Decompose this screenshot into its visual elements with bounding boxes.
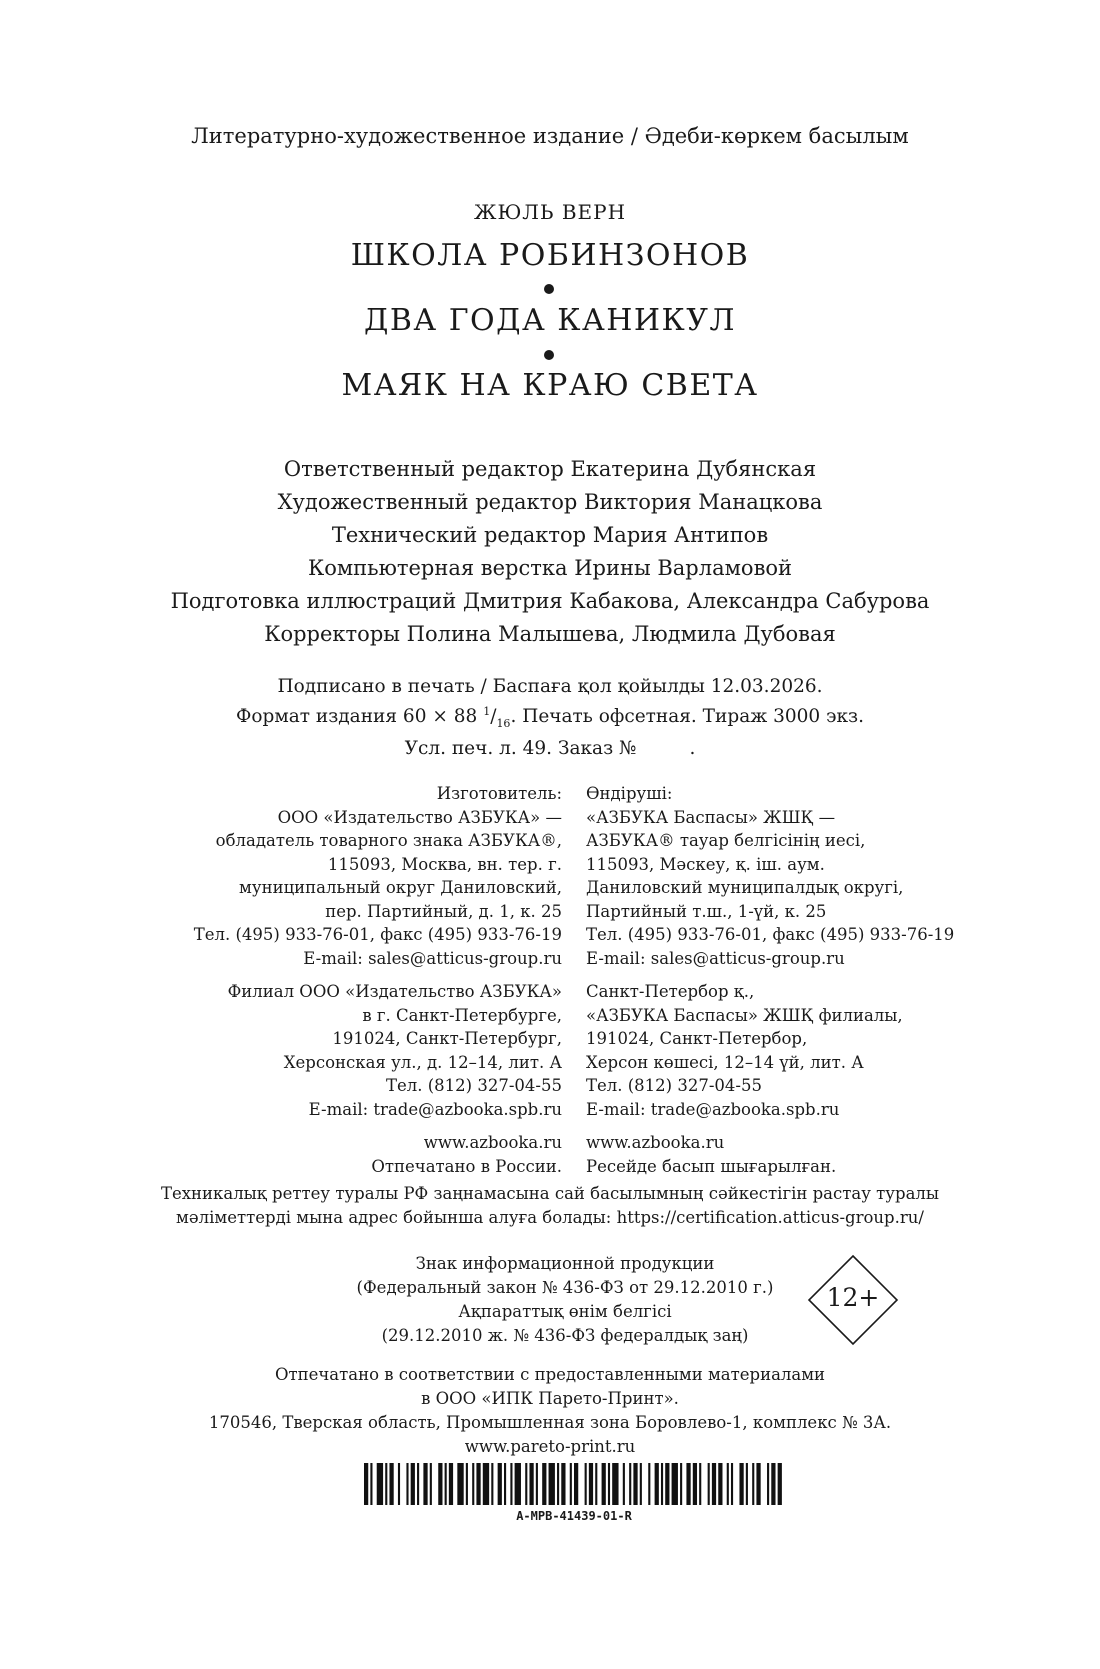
text-line: Тел. (812) 327-04-55 bbox=[586, 1076, 762, 1095]
text-line: E-mail: trade@azbooka.spb.ru bbox=[308, 1099, 562, 1119]
manufacturer-ru-block3 bbox=[130, 1131, 562, 1178]
text-line: Техникалық реттеу туралы РФ заңнамасына сай басылымның сәйкестігін растау туралы bbox=[160, 1184, 940, 1203]
printer-info bbox=[0, 1363, 1100, 1459]
editorial-credits bbox=[0, 453, 1100, 651]
text-line: мәліметтерді мына адрес бойынша алуға болады: https://certification.atticus-group.ru/ bbox=[176, 1208, 924, 1227]
signed-to-print: Подписано в печать / Баспаға қол қойылды 12.03.2026. bbox=[277, 676, 823, 697]
text-line: 191024, Санкт-Петербург, bbox=[332, 1029, 562, 1048]
text-line: 170546, Тверская область, Промышленная зона Боровлево-1, комплекс № 3А. bbox=[208, 1413, 892, 1432]
text-line: (Федеральный закон № 436-ФЗ от 29.12.2010 г.) bbox=[356, 1278, 774, 1297]
barcode-code: A-MPB-41439-01-R bbox=[516, 1509, 632, 1523]
text-line: Тел. (812) 327-04-55 bbox=[386, 1076, 562, 1095]
print-details bbox=[0, 674, 1100, 761]
book-title-1: ШКОЛА РОБИНЗОНОВ bbox=[350, 238, 750, 273]
text-line: Партийный т.ш., 1-үй, к. 25 bbox=[586, 901, 827, 921]
text-line: Ресейде басып шығарылған. bbox=[586, 1156, 837, 1176]
book-title-2: ДВА ГОДА КАНИКУЛ bbox=[364, 303, 736, 338]
text-line: (29.12.2010 ж. № 436-ФЗ федералдық заң) bbox=[381, 1326, 749, 1345]
author-name: ЖЮЛЬ ВЕРН bbox=[473, 200, 627, 224]
manufacturer-ru bbox=[130, 782, 562, 1178]
text-line: Филиал ООО «Издательство АЗБУКА» bbox=[227, 982, 562, 1001]
text-line: «АЗБУКА Баспасы» ЖШҚ филиалы, bbox=[586, 1005, 903, 1025]
text-line: в г. Санкт-Петербурге, bbox=[362, 1005, 562, 1025]
manufacturer-kz-block3 bbox=[586, 1131, 1006, 1178]
title-separator-dot bbox=[544, 350, 554, 360]
website-link[interactable]: www.pareto-print.ru bbox=[464, 1437, 636, 1456]
text-line: муниципальный округ Даниловский, bbox=[239, 878, 562, 897]
barcode-icon bbox=[364, 1463, 784, 1505]
manufacturer-ru-block1 bbox=[130, 782, 562, 970]
credit-line: Художественный редактор Виктория Манацкова bbox=[277, 490, 823, 514]
text-line: Отпечатано в соответствии с предоставленными материалами bbox=[274, 1365, 826, 1384]
format-line: Формат издания 60 × 88 $^1/_{16}$. Печать офсетная. Тираж 3000 экз. bbox=[236, 705, 864, 730]
text-line: Херсонская ул., д. 12–14, лит. А bbox=[283, 1052, 562, 1072]
text-line: 191024, Санкт-Петербор, bbox=[586, 1029, 808, 1048]
manufacturer-ru-block2 bbox=[130, 980, 562, 1121]
credit-line: Подготовка иллюстраций Дмитрия Кабакова, Александра Сабурова bbox=[170, 589, 930, 613]
text-line: Изготовитель: bbox=[436, 784, 562, 803]
text-line: 115093, Мәскеу, қ. іш. аум. bbox=[586, 854, 825, 874]
text-line: пер. Партийный, д. 1, к. 25 bbox=[325, 901, 562, 921]
manufacturer-kz-block2 bbox=[586, 980, 1006, 1121]
order-line: Усл. печ. л. 49. Заказ № . bbox=[404, 737, 696, 759]
credit-line: Технический редактор Мария Антипов bbox=[331, 523, 769, 547]
tech-regulation-note bbox=[0, 1182, 1100, 1230]
text-line: обладатель товарного знака АЗБУКА®, bbox=[215, 831, 562, 850]
text-line: ООО «Издательство АЗБУКА» — bbox=[277, 807, 562, 827]
text-line: E-mail: trade@azbooka.spb.ru bbox=[586, 1099, 840, 1119]
title-separator-dot bbox=[544, 284, 554, 294]
text-line: Санкт-Петербор қ., bbox=[586, 982, 755, 1001]
text-line: Херсон көшесі, 12–14 үй, лит. А bbox=[586, 1052, 864, 1072]
text-line: в ООО «ИПК Парето-Принт». bbox=[421, 1389, 679, 1408]
text-line: Өндіруші: bbox=[586, 784, 673, 803]
text-line: E-mail: sales@atticus-group.ru bbox=[303, 948, 562, 968]
age-rating-badge: 12+ bbox=[826, 1283, 880, 1312]
text-line: Тел. (495) 933-76-01, факс (495) 933-76-19 bbox=[586, 925, 955, 944]
text-line: АЗБУКА® тауар белгісінің иесі, bbox=[586, 831, 866, 850]
text-line: Тел. (495) 933-76-01, факс (495) 933-76-19 bbox=[193, 925, 562, 944]
website-link[interactable]: www.azbooka.ru bbox=[423, 1133, 562, 1152]
text-line: Даниловский муниципалдық округі, bbox=[586, 878, 904, 897]
text-line: 115093, Москва, вн. тер. г. bbox=[327, 854, 562, 874]
text-line: Отпечатано в России. bbox=[371, 1156, 562, 1176]
manufacturer-kz bbox=[586, 782, 1006, 1178]
age-rating-text bbox=[330, 1252, 800, 1348]
credit-line: Корректоры Полина Малышева, Людмила Дубовая bbox=[264, 622, 836, 646]
credit-line: Компьютерная верстка Ирины Варламовой bbox=[307, 556, 793, 580]
text-line: E-mail: sales@atticus-group.ru bbox=[586, 948, 845, 968]
website-link[interactable]: www.azbooka.ru bbox=[586, 1133, 725, 1152]
text-line: Знак информационной продукции bbox=[415, 1254, 715, 1273]
edition-type: Литературно-художественное издание / Әдеби-көркем басылым bbox=[191, 124, 909, 148]
book-title-3: МАЯК НА КРАЮ СВЕТА bbox=[341, 368, 759, 403]
credit-line: Ответственный редактор Екатерина Дубянская bbox=[283, 457, 817, 481]
text-line: Ақпараттық өнім белгісі bbox=[458, 1302, 672, 1321]
text-line: «АЗБУКА Баспасы» ЖШҚ — bbox=[586, 807, 836, 827]
manufacturer-kz-block1 bbox=[586, 782, 1006, 970]
